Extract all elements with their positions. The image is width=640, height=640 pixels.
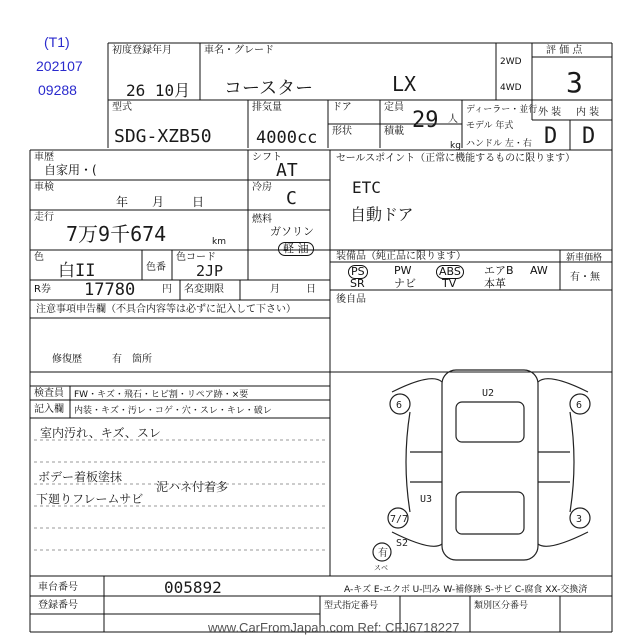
new-price-value: 有・無 [570, 272, 600, 283]
equip-pw: PW [394, 264, 412, 277]
entry-row: 内装・キズ・汚レ・コゲ・穴・スレ・キレ・破レ [74, 406, 272, 416]
equip-tv: TV [442, 277, 457, 290]
yen-label: 円 [162, 284, 172, 295]
inspector-label: 検査員 [34, 388, 64, 399]
color-value: 白II [58, 261, 96, 281]
fourwd-label: 4WD [500, 83, 522, 93]
equip-aw: AW [530, 264, 548, 277]
watermark: www.CarFromJapan.com Ref: CFJ6718227 [208, 620, 460, 635]
header-code-3: 09288 [38, 82, 77, 98]
handle-label: ハンドル 左・右 [466, 139, 532, 149]
reg-no-label: 登録番号 [38, 600, 78, 611]
diagram-label-u2: U2 [482, 388, 495, 399]
exterior-label: 外 装 [538, 107, 562, 118]
interior-value: D [582, 124, 596, 149]
diagram-circle-fl: 6 [396, 400, 403, 411]
capacity-unit: 人 [448, 114, 458, 125]
recycle-label: R券 [34, 284, 51, 295]
load-label: 積載 [384, 126, 404, 137]
repair-has-label: 有 [112, 354, 122, 365]
name-change-day: 日 [306, 284, 316, 295]
sales-point-label: セールスポイント（正常に機能するものに限ります） [336, 153, 576, 164]
model-designation-label: 型式指定番号 [324, 601, 379, 611]
twowd-label: 2WD [500, 57, 522, 67]
chassis-no-value: 005892 [164, 578, 222, 597]
category-no-label: 類別区分番号 [474, 601, 529, 611]
new-price-label: 新車価格 [566, 253, 603, 263]
equip-sr: SR [350, 277, 365, 290]
diagram-circle-fr: 6 [576, 400, 583, 411]
car-name-grade-label: 車名・グレード [204, 45, 274, 56]
diagram-label-ari: 有 [378, 548, 388, 559]
equip-ps: PS [348, 265, 368, 279]
color-code-value: 2JP [196, 262, 224, 280]
capacity-value: 29 [412, 108, 439, 133]
car-damage-diagram [372, 352, 608, 574]
displacement-label: 排気量 [252, 102, 282, 113]
recycle-value: 17780 [84, 280, 136, 300]
inspection-day: 日 [192, 195, 205, 209]
car-name-value: コースター [224, 78, 314, 99]
cooling-label: 冷房 [252, 182, 272, 193]
first-reg-label: 初度登録年月 [112, 45, 172, 56]
shift-label: シフト [252, 152, 282, 163]
equip-abs: ABS [436, 265, 464, 279]
eval-title: 評 価 点 [546, 45, 583, 56]
diagram-circle-rr: 3 [576, 514, 583, 525]
rear-seat-label: 後自品 [336, 294, 366, 305]
color-no-label: 色番 [146, 262, 166, 273]
inspection-label: 車検 [34, 182, 54, 193]
diagram-circle-rl: 7/7 [390, 514, 409, 525]
grade-value: LX [392, 72, 417, 96]
score-value: 3 [566, 66, 583, 99]
inspection-year: 年 [116, 195, 129, 209]
exterior-value: D [544, 124, 558, 149]
fuel-option: 軽 油 [278, 242, 314, 256]
fuel-label: 燃料 [252, 214, 272, 225]
first-reg-value: 26 10月 [126, 81, 191, 100]
sales-point-1: ETC [352, 178, 381, 197]
equip-airbag: エアB [484, 264, 514, 277]
name-change-label: 名変期限 [184, 284, 224, 295]
history-label: 車歴 [34, 152, 54, 163]
diagram-label-sube: スベ [374, 564, 388, 572]
note-2: ボデー着板塗抹 [38, 470, 123, 484]
diagram-label-s2: S2 [396, 538, 409, 549]
fuel-value: ガソリン [270, 225, 314, 238]
interior-label: 内 装 [576, 107, 600, 118]
color-label: 色 [34, 252, 44, 263]
load-unit: kg [450, 141, 461, 151]
equip-leather: 本革 [484, 277, 506, 290]
header-code-1: (T1) [44, 34, 70, 50]
entry-label: 記入欄 [34, 404, 64, 415]
capacity-label: 定員 [384, 102, 404, 113]
history-value: 自家用・( [44, 163, 97, 177]
door-label: ドア [332, 102, 352, 113]
model-year-label: モデル 年式 [466, 121, 514, 131]
note-1: 室内汚れ、キズ、スレ [40, 426, 161, 440]
shift-value: AT [276, 160, 298, 181]
chassis-no-label: 車台番号 [38, 582, 78, 593]
dealer-label: ディーラー・並行 [466, 105, 538, 115]
model-label: 型式 [112, 102, 132, 113]
inspection-month: 月 [152, 195, 165, 209]
repair-place-label: 箇所 [132, 354, 152, 365]
equip-navi: ナビ [394, 277, 416, 290]
name-change-month: 月 [270, 284, 280, 295]
km-unit: km [212, 237, 226, 247]
equipment-label: 装備品（純正品に限ります） [336, 251, 466, 262]
note-3: 下廻りフレームサビ [36, 492, 144, 506]
mileage-label: 走行 [34, 212, 54, 223]
notes-label: 注意事項申告欄（不具合内容等は必ずに記入して下さい） [36, 304, 296, 315]
cooling-value: C [286, 188, 297, 209]
shape-label: 形状 [332, 126, 352, 137]
note-4: 泥ハネ付着多 [156, 480, 229, 494]
mileage-value: 7万9千674 [66, 222, 167, 246]
inspector-row: FW・キズ・飛石・ヒビ割・リペア跡・×要 [74, 390, 249, 400]
damage-legend: A-キズ E-エクボ U-凹み W-補修跡 S-サビ C-腐食 XX-交換済 [344, 585, 588, 595]
header-code-2: 202107 [36, 58, 83, 74]
sales-point-2: 自動ドア [350, 205, 414, 224]
model-code-value: SDG-XZB50 [114, 126, 212, 147]
displacement-value: 4000cc [256, 128, 318, 148]
diagram-label-u3: U3 [420, 494, 433, 505]
color-code-label: 色コード [176, 252, 216, 263]
repair-history-label: 修復歴 [52, 354, 82, 365]
